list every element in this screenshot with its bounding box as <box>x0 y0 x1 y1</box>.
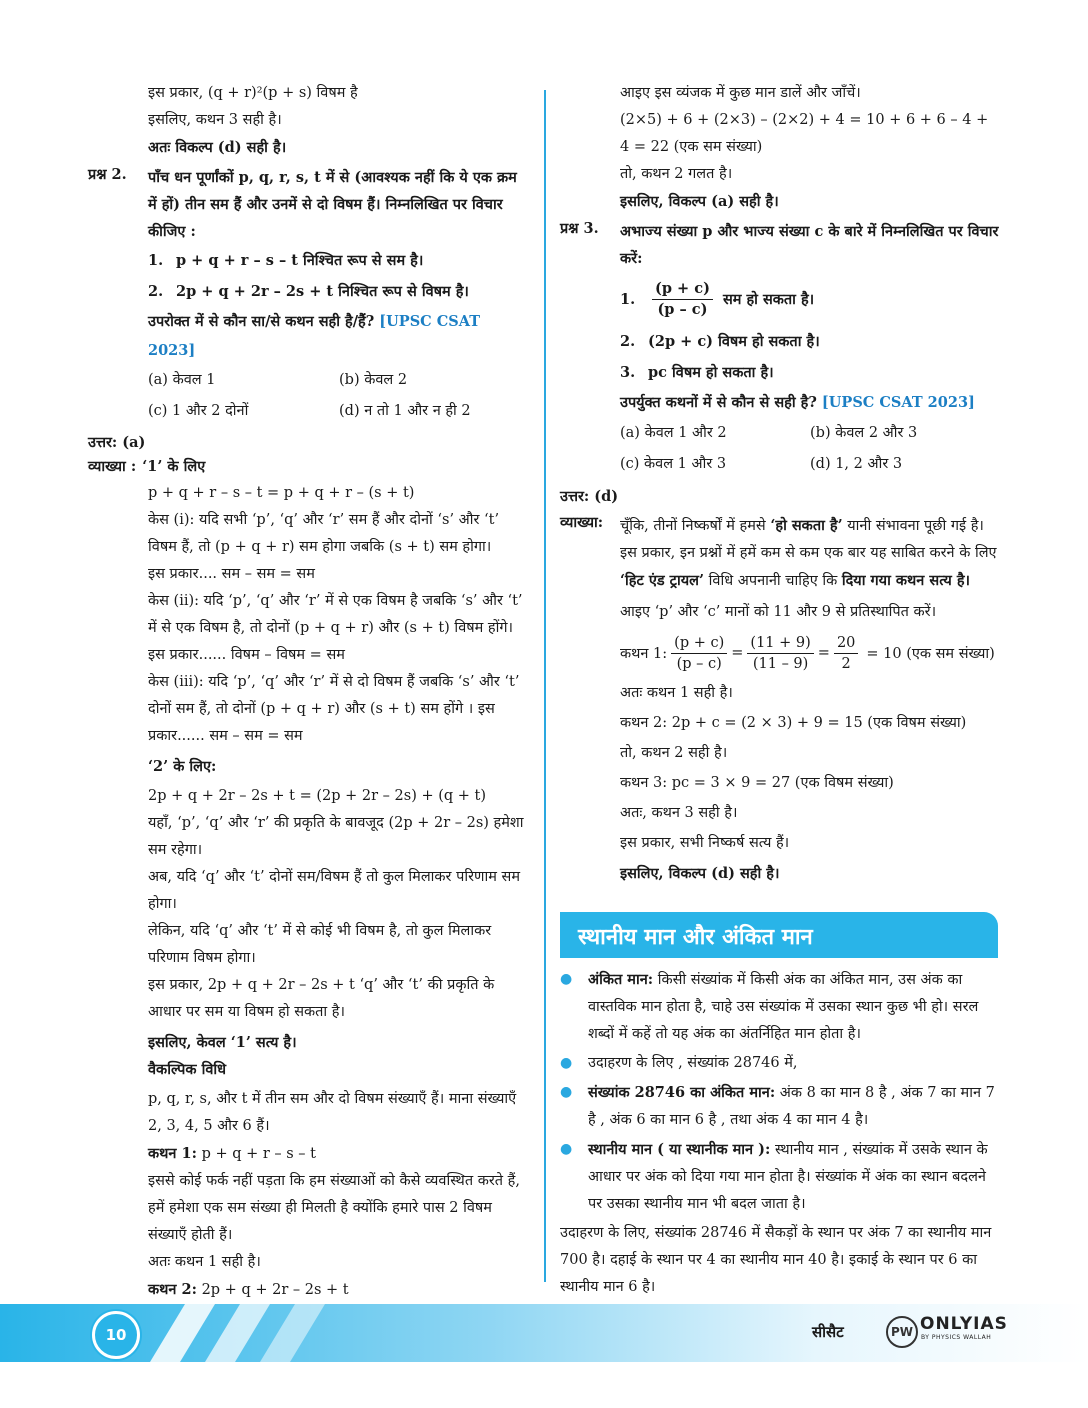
section-body <box>560 966 1000 1301</box>
text-line: केस (iii): यदि ‘p’, ‘q’ और ‘r’ में से दो विषम हैं जबकि ‘s’ और ‘t’ दोनों सम हैं, तो दोनों (p + q + r) और (s + t) सम होंगे । इस प्रकार...... सम – सम = सम <box>148 674 520 744</box>
statement-3: 3. pc विषम हो सकता है। <box>620 364 774 381</box>
question-text: अभाज्य संख्या p और भाज्य संख्या c के बारे में निम्नलिखित पर विचार करें: <box>620 223 999 267</box>
text-line: इसलिए, कथन 3 सही है। <box>148 112 282 128</box>
option-b: (b) केवल 2 <box>339 372 408 388</box>
fraction: $\frac{(p + c)}{(p - c)}$ <box>652 279 713 320</box>
bullet-item: ● संख्यांक 28746 का अंकित मान: अंक 8 का मान 8 है , अंक 7 का मान 7 है , अंक 6 का मान 6 है , तथा अंक 4 का मान 4 है। <box>560 1079 1000 1134</box>
explanation-head: व्याख्या : ‘1’ के लिए <box>88 458 206 475</box>
text-line: लेकिन, यदि ‘q’ और ‘t’ में से कोई भी विषम है, तो कुल मिलाकर परिणाम विषम होगा। <box>148 923 492 966</box>
text-line: अतः कथन 1 सही है। <box>620 685 733 701</box>
text-line: (2×5) + 6 + (2×3) – (2×2) + 4 = 10 + 6 + 6 – 4 + 4 = 22 (एक सम संख्या) <box>620 112 989 155</box>
text-line: 2p + q + 2r – 2s + t = (2p + 2r – 2s) + (q + t) <box>148 788 487 804</box>
option-d: (d) 1, 2 और 3 <box>810 456 903 472</box>
statement-check: कथन 2: 2p + q + 2r – 2s + t <box>148 1281 349 1298</box>
section-header <box>560 912 998 958</box>
text-line: अतः, कथन 3 सही है। <box>620 805 738 821</box>
section-title: स्थानीय मान और अंकित मान <box>578 924 813 950</box>
option-b: (b) केवल 2 और 3 <box>810 425 918 441</box>
text-line: p, q, r, s, और t में तीन सम और दो विषम संख्याएँ हैं। माना संख्याएँ 2, 3, 4, 5 और 6 हैं। <box>148 1091 517 1134</box>
statement-1-calc: कथन 1: $\frac{(p + c)}{(p - c)}$ = $\frac{(11 + 9)}{(11 - 9)}$ = $\frac{20}{2}$ = 10 (एक सम संख्या) <box>620 634 995 672</box>
bullet-icon: ● <box>560 1084 573 1100</box>
example-paragraph: उदाहरण के लिए, संख्यांक 28746 में सैकड़ों के स्थान पर अंक 7 का स्थानीय मान 700 है। दहाई के स्थान पर 4 का स्थानीय मान 40 है। इकाई के स्थान पर 6 का स्थानीय मान 6 है। <box>560 1225 992 1295</box>
text-line: p + q + r – s – t = p + q + r – (s + t) <box>148 485 415 501</box>
bullet-item: ● उदाहरण के लिए , संख्यांक 28746 में, <box>560 1050 1000 1077</box>
option-a: (a) केवल 1 और 2 <box>620 425 727 441</box>
text-line: कथन 2: 2p + c = (2 × 3) + 9 = 15 (एक विषम संख्या) <box>620 715 967 731</box>
question-label: प्रश्न 3. <box>560 220 599 237</box>
option-c: (c) केवल 1 और 3 <box>620 456 727 472</box>
question-label: प्रश्न 2. <box>88 166 127 183</box>
text-line: अब, यदि ‘q’ और ‘t’ दोनों सम/विषम हैं तो कुल मिलाकर परिणाम सम होगा। <box>148 869 521 912</box>
explanation: व्याख्या: चूँकि, तीनों निष्कर्षों में हमसे ‘हो सकता है’ यानी संभावना पूछी गई है। इस प्रकार, इन प्रश्नों में हमें कम से कम एक बार यह साबित करने के लिए ‘हिट एंड ट्रायल’ विधि अपनानी चाहिए कि दिया गया कथन सत्य है। <box>560 514 997 589</box>
text-line: इससे कोई फर्क नहीं पड़ता कि हम संख्याओं को कैसे व्यवस्थित करते हैं, हमें हमेशा एक सम संख्या ही मिलती है क्योंकि हमारे पास 2 विषम संख्याएँ होती हैं। <box>148 1173 520 1243</box>
right-column <box>560 80 1000 887</box>
bullet-icon: ● <box>560 1055 573 1071</box>
statement-check: कथन 1: p + q + r – s – t <box>148 1145 316 1162</box>
bullet-icon: ● <box>560 971 573 987</box>
text-line: आइए ‘p’ और ‘c’ मानों को 11 और 9 से प्रतिस्थापित करें। <box>620 604 937 620</box>
statement-1: 1. p + q + r – s – t निश्चित रूप से सम है। <box>148 252 424 269</box>
text-line: तो, कथन 2 सही है। <box>620 745 728 761</box>
text-line: इस प्रकार, (q + r)²(p + s) विषम है <box>148 85 358 101</box>
answer-line: उत्तर: (d) <box>560 488 619 505</box>
exam-tag: [UPSC CSAT 2023] <box>148 313 481 359</box>
text-line: तो, कथन 2 गलत है। <box>620 166 733 182</box>
question-ask: उपर्युक्त कथनों में से कौन से सही है? [UPSC CSAT 2023] <box>620 394 975 411</box>
question-3 <box>560 218 1000 272</box>
option-d: (d) न तो 1 और न ही 2 <box>339 403 471 419</box>
text-line: इस प्रकार.... सम – सम = सम <box>148 566 315 582</box>
text-line: इस प्रकार, सभी निष्कर्ष सत्य हैं। <box>620 835 790 851</box>
statement-2: 2. (2p + c) विषम हो सकता है। <box>620 333 820 350</box>
conclusion-line: अतः विकल्प (d) सही है। <box>148 139 287 156</box>
text-line: अतः कथन 1 सही है। <box>148 1254 261 1270</box>
page-number: 10 <box>92 1311 140 1359</box>
brand-logo-subtitle: BY PHYSICS WALLAH <box>921 1334 992 1341</box>
sub-heading: वैकल्पिक विधि <box>148 1061 227 1078</box>
options <box>88 365 530 427</box>
question-text: पाँच धन पूर्णांकों p, q, r, s, t में से (आवश्यक नहीं कि ये एक क्रम में हों) तीन सम हैं और उनमें से दो विषम हैं। निम्नलिखित पर विचार कीजिए : <box>148 169 517 240</box>
text-line: केस (i): यदि सभी ‘p’, ‘q’ और ‘r’ सम हैं और दोनों ‘s’ और ‘t’ विषम हैं, तो (p + q + r) सम होगा जबकि (s + t) सम होगा। <box>148 512 500 555</box>
statement-1: 1. $\frac{(p + c)}{(p - c)}$ सम हो सकता है। <box>620 279 815 318</box>
option-a: (a) केवल 1 <box>148 372 216 388</box>
exam-tag: [UPSC CSAT 2023] <box>821 394 975 411</box>
conclusion-line: इसलिए, विकल्प (a) सही है। <box>620 193 779 210</box>
brand-logo-icon: PW <box>886 1316 918 1348</box>
text-line: कथन 3: pc = 3 × 9 = 27 (एक विषम संख्या) <box>620 775 894 791</box>
left-column <box>88 80 530 1304</box>
text-line: आइए इस व्यंजक में कुछ मान डालें और जाँचें। <box>620 85 861 101</box>
sub-heading: ‘2’ के लिए: <box>148 758 217 775</box>
footer-subject: सीसैट <box>812 1323 844 1341</box>
conclusion-line: इसलिए, विकल्प (d) सही है। <box>620 865 780 882</box>
conclusion-line: इसलिए, केवल ‘1’ सत्य है। <box>148 1034 297 1051</box>
option-c: (c) 1 और 2 दोनों <box>148 403 249 419</box>
answer-line: उत्तर: (a) <box>88 434 146 451</box>
options <box>560 418 1000 480</box>
statement-2: 2. 2p + q + 2r – 2s + t निश्चित रूप से विषम है। <box>148 283 469 300</box>
bullet-icon: ● <box>560 1141 573 1157</box>
brand-logo: ONLYIAS <box>920 1314 1008 1334</box>
question-ask: उपरोक्त में से कौन सा/से कथन सही है/हैं? [UPSC CSAT 2023] <box>148 313 481 359</box>
text-line: यहाँ, ‘p’, ‘q’ और ‘r’ की प्रकृति के बावजूद (2p + 2r – 2s) हमेशा सम रहेगा। <box>148 815 524 858</box>
text-line: इस प्रकार, 2p + q + 2r – 2s + t ‘q’ और ‘t’ की प्रकृति के आधार पर सम या विषम हो सकता है। <box>148 977 495 1020</box>
bullet-item: ● स्थानीय मान ( या स्थानीक मान ): स्थानीय मान , संख्यांक में उसके स्थान के आधार पर अंक को दिया गया मान होता है। संख्यांक में अंक का स्थान बदलने पर उसका स्थानीय मान भी बदल जाता है। <box>560 1136 1000 1218</box>
question-2 <box>88 164 530 245</box>
column-divider <box>544 90 546 1282</box>
bullet-item: ● अंकित मान: किसी संख्यांक में किसी अंक का अंकित मान, उस अंक का वास्तविक मान होता है, चाहे उस संख्यांक में उसका स्थान कुछ भी हो। सरल शब्दों में कहें तो यह अंक का अंतर्निहित मान होता है। <box>560 966 1000 1048</box>
text-line: केस (ii): यदि ‘p’, ‘q’ और ‘r’ में से एक विषम है जबकि ‘s’ और ‘t’ में से एक विषम है, तो दोनों (p + q + r) और (s + t) विषम होंगे। इस प्रकार...... विषम – विषम = सम <box>148 593 523 663</box>
